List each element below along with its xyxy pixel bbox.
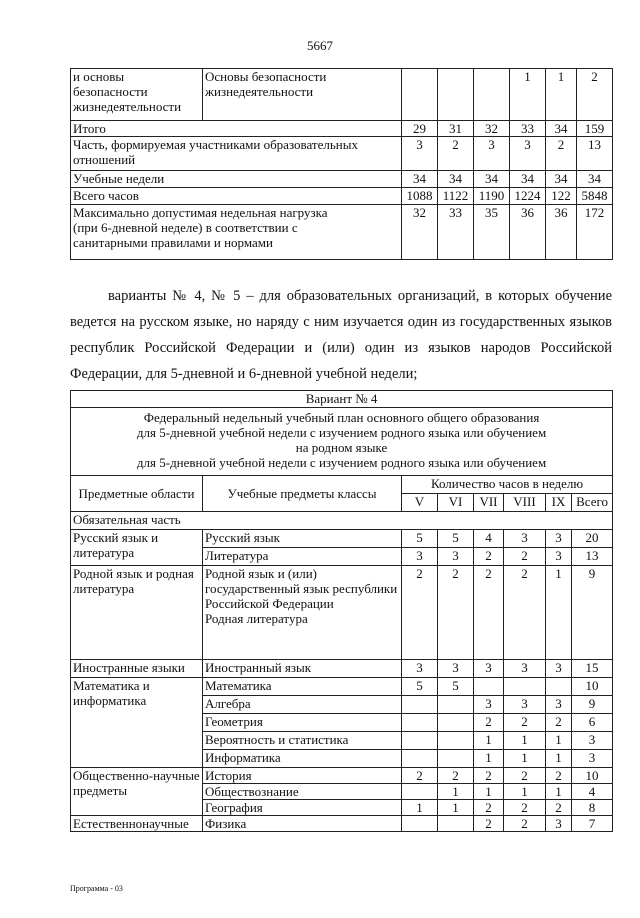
table-row <box>71 205 613 260</box>
value-cell: 3 <box>572 750 613 768</box>
area-cell: Естественнонаучные <box>71 816 203 832</box>
value-cell <box>438 69 474 121</box>
value-cell <box>402 816 438 832</box>
value-cell: 36 <box>510 205 546 260</box>
value-cell: 10 <box>572 678 613 696</box>
value-cell: 2 <box>504 816 546 832</box>
value-cell: 3 <box>546 696 572 714</box>
value-cell: 31 <box>438 121 474 137</box>
value-cell: 9 <box>572 566 613 660</box>
table-row <box>71 566 613 660</box>
value-cell: 2 <box>546 714 572 732</box>
subject-cell: География <box>203 800 402 816</box>
value-cell: 5 <box>402 530 438 548</box>
value-cell: 122 <box>546 188 577 205</box>
value-cell: 34 <box>546 121 577 137</box>
value-cell: 2 <box>438 566 474 660</box>
value-cell: 2 <box>474 800 504 816</box>
value-cell: 3 <box>510 137 546 171</box>
subtitle-line: Федеральный недельный учебный план основного общего образования <box>143 410 540 425</box>
value-cell: 1 <box>546 732 572 750</box>
subject-cell: Алгебра <box>203 696 402 714</box>
value-cell: 32 <box>474 121 510 137</box>
value-cell: 2 <box>546 137 577 171</box>
page-number: 5667 <box>307 38 333 53</box>
table-row <box>71 171 613 188</box>
grade-header: VIII <box>504 494 546 512</box>
value-cell: 2 <box>474 566 504 660</box>
footer-text: Программа - 03 <box>70 884 123 893</box>
value-cell: 2 <box>474 816 504 832</box>
area-cell: Родной язык и родная литература <box>71 566 203 660</box>
value-cell <box>438 696 474 714</box>
value-cell <box>402 714 438 732</box>
subtitle-line: на родном языке <box>295 440 388 455</box>
value-cell: 9 <box>572 696 613 714</box>
value-cell: 34 <box>474 171 510 188</box>
subject-text: Родной язык и (или) государственный язык республики Российской Федерации <box>205 566 398 611</box>
value-cell: 159 <box>577 121 613 137</box>
value-cell <box>504 678 546 696</box>
table-row <box>71 512 613 530</box>
value-cell: 3 <box>504 530 546 548</box>
value-cell: 4 <box>572 784 613 800</box>
area-cell: Иностранные языки <box>71 660 203 678</box>
grade-header: IX <box>546 494 572 512</box>
table-row <box>71 121 613 137</box>
value-cell: 34 <box>402 171 438 188</box>
grade-header: VII <box>474 494 504 512</box>
row-label: Итого <box>71 121 402 137</box>
value-cell: 1 <box>504 784 546 800</box>
body-paragraph <box>70 283 612 387</box>
value-cell: 2 <box>438 768 474 784</box>
row-label: Всего часов <box>71 188 402 205</box>
value-cell: 1122 <box>438 188 474 205</box>
value-cell: 29 <box>402 121 438 137</box>
value-cell: 3 <box>504 696 546 714</box>
value-cell: 3 <box>546 530 572 548</box>
value-cell: 3 <box>402 137 438 171</box>
value-cell: 34 <box>510 171 546 188</box>
value-cell <box>438 816 474 832</box>
top-table <box>70 68 613 260</box>
row-label: Часть, формируемая участниками образовательных отношений <box>71 137 402 171</box>
value-cell: 3 <box>504 660 546 678</box>
area-cell: и основы безопасности жизнедеятельности <box>71 69 203 121</box>
row-label: Максимально допустимая недельная нагрузка (при 6-дневной неделе) в соответствии с санитарными правилами и нормами <box>71 205 402 260</box>
area-cell: Общественно-научные предметы <box>71 768 203 816</box>
value-cell: 2 <box>474 548 504 566</box>
value-cell: 1 <box>438 784 474 800</box>
value-cell: 1 <box>546 69 577 121</box>
value-cell: 13 <box>572 548 613 566</box>
value-cell: 1 <box>510 69 546 121</box>
table-row <box>71 408 613 476</box>
value-cell: 2 <box>402 768 438 784</box>
value-cell <box>402 732 438 750</box>
value-cell: 33 <box>510 121 546 137</box>
value-cell: 1 <box>438 800 474 816</box>
value-cell: 1088 <box>402 188 438 205</box>
value-cell <box>402 69 438 121</box>
paragraph-text: варианты № 4, № 5 – для образовательных организаций, в которых обучение ведется на русском языке, но наряду с ним изучается один из государственных языков республик Российской Федерации и (или) один из языков народов Российской Федерации, для 5-дневной и 6-дневной учебной недели; <box>70 288 612 382</box>
value-cell: 2 <box>504 548 546 566</box>
value-cell <box>402 784 438 800</box>
value-cell: 3 <box>546 548 572 566</box>
value-cell <box>438 750 474 768</box>
table-row <box>71 660 613 678</box>
value-cell <box>474 69 510 121</box>
value-cell: 20 <box>572 530 613 548</box>
grade-header: V <box>402 494 438 512</box>
value-cell: 2 <box>504 566 546 660</box>
subject-cell: Основы безопасности жизнедеятельности <box>203 69 402 121</box>
value-cell: 32 <box>402 205 438 260</box>
value-cell: 1 <box>546 566 572 660</box>
col-area-header: Предметные области <box>71 476 203 512</box>
subject-cell: Геометрия <box>203 714 402 732</box>
table-row <box>71 530 613 548</box>
table-row <box>71 188 613 205</box>
value-cell <box>402 750 438 768</box>
value-cell: 3 <box>438 660 474 678</box>
value-cell: 2 <box>504 768 546 784</box>
area-cell: Математика и информатика <box>71 678 203 768</box>
value-cell: 3 <box>546 816 572 832</box>
subject-cell: Обществознание <box>203 784 402 800</box>
value-cell: 2 <box>474 768 504 784</box>
value-cell <box>438 732 474 750</box>
value-cell: 1 <box>546 750 572 768</box>
subject-cell: Информатика <box>203 750 402 768</box>
value-cell: 2 <box>402 566 438 660</box>
value-cell: 34 <box>438 171 474 188</box>
col-subject-header: Учебные предметы классы <box>203 476 402 512</box>
subject-cell <box>203 566 402 660</box>
value-cell <box>546 678 572 696</box>
variant-title: Вариант № 4 <box>71 391 613 408</box>
table-row <box>71 816 613 832</box>
value-cell <box>402 696 438 714</box>
value-cell: 2 <box>504 800 546 816</box>
value-cell: 3 <box>546 660 572 678</box>
row-label: Учебные недели <box>71 171 402 188</box>
value-cell: 33 <box>438 205 474 260</box>
value-cell: 34 <box>577 171 613 188</box>
value-cell: 3 <box>474 137 510 171</box>
value-cell: 5 <box>402 678 438 696</box>
subject-cell: Математика <box>203 678 402 696</box>
table-row <box>71 768 613 784</box>
value-cell <box>438 714 474 732</box>
subject-cell: Иностранный язык <box>203 660 402 678</box>
value-cell: 2 <box>504 714 546 732</box>
col-hours-header: Количество часов в неделю <box>402 476 613 494</box>
value-cell: 5 <box>438 530 474 548</box>
table-row <box>71 137 613 171</box>
value-cell: 13 <box>577 137 613 171</box>
value-cell: 34 <box>546 171 577 188</box>
value-cell: 6 <box>572 714 613 732</box>
subject-cell: Физика <box>203 816 402 832</box>
value-cell: 1 <box>504 732 546 750</box>
value-cell: 3 <box>402 548 438 566</box>
value-cell: 1224 <box>510 188 546 205</box>
value-cell: 2 <box>546 768 572 784</box>
value-cell: 1 <box>474 750 504 768</box>
value-cell: 1 <box>546 784 572 800</box>
grade-header: VI <box>438 494 474 512</box>
subject-cell: Вероятность и статистика <box>203 732 402 750</box>
table-row <box>71 69 613 121</box>
value-cell: 3 <box>474 660 504 678</box>
value-cell: 2 <box>438 137 474 171</box>
value-cell: 5848 <box>577 188 613 205</box>
value-cell: 8 <box>572 800 613 816</box>
variant-table <box>70 390 613 832</box>
value-cell: 2 <box>546 800 572 816</box>
value-cell: 2 <box>577 69 613 121</box>
value-cell: 5 <box>438 678 474 696</box>
variant-subtitle <box>71 408 613 476</box>
value-cell: 3 <box>572 732 613 750</box>
value-cell: 3 <box>402 660 438 678</box>
grade-header: Всего <box>572 494 613 512</box>
subject-cell: Русский язык <box>203 530 402 548</box>
table-row <box>71 678 613 696</box>
subject-cell: История <box>203 768 402 784</box>
subtitle-line: для 5-дневной учебной недели с изучением родного языка или обучением <box>136 455 547 470</box>
value-cell: 1 <box>402 800 438 816</box>
value-cell: 7 <box>572 816 613 832</box>
value-cell <box>474 678 504 696</box>
table-row <box>71 391 613 408</box>
subtitle-line: для 5-дневной учебной недели с изучением родного языка или обучением <box>136 425 547 440</box>
value-cell: 1 <box>474 732 504 750</box>
value-cell: 172 <box>577 205 613 260</box>
value-cell: 15 <box>572 660 613 678</box>
value-cell: 10 <box>572 768 613 784</box>
subject-text: Родная литература <box>205 611 308 626</box>
area-cell: Русский язык и литература <box>71 530 203 566</box>
value-cell: 1190 <box>474 188 510 205</box>
value-cell: 1 <box>504 750 546 768</box>
table-row <box>71 476 613 494</box>
subject-cell: Литература <box>203 548 402 566</box>
value-cell: 4 <box>474 530 504 548</box>
value-cell: 35 <box>474 205 510 260</box>
value-cell: 36 <box>546 205 577 260</box>
value-cell: 3 <box>438 548 474 566</box>
value-cell: 1 <box>474 784 504 800</box>
mandatory-part-label: Обязательная часть <box>71 512 613 530</box>
value-cell: 2 <box>474 714 504 732</box>
value-cell: 3 <box>474 696 504 714</box>
